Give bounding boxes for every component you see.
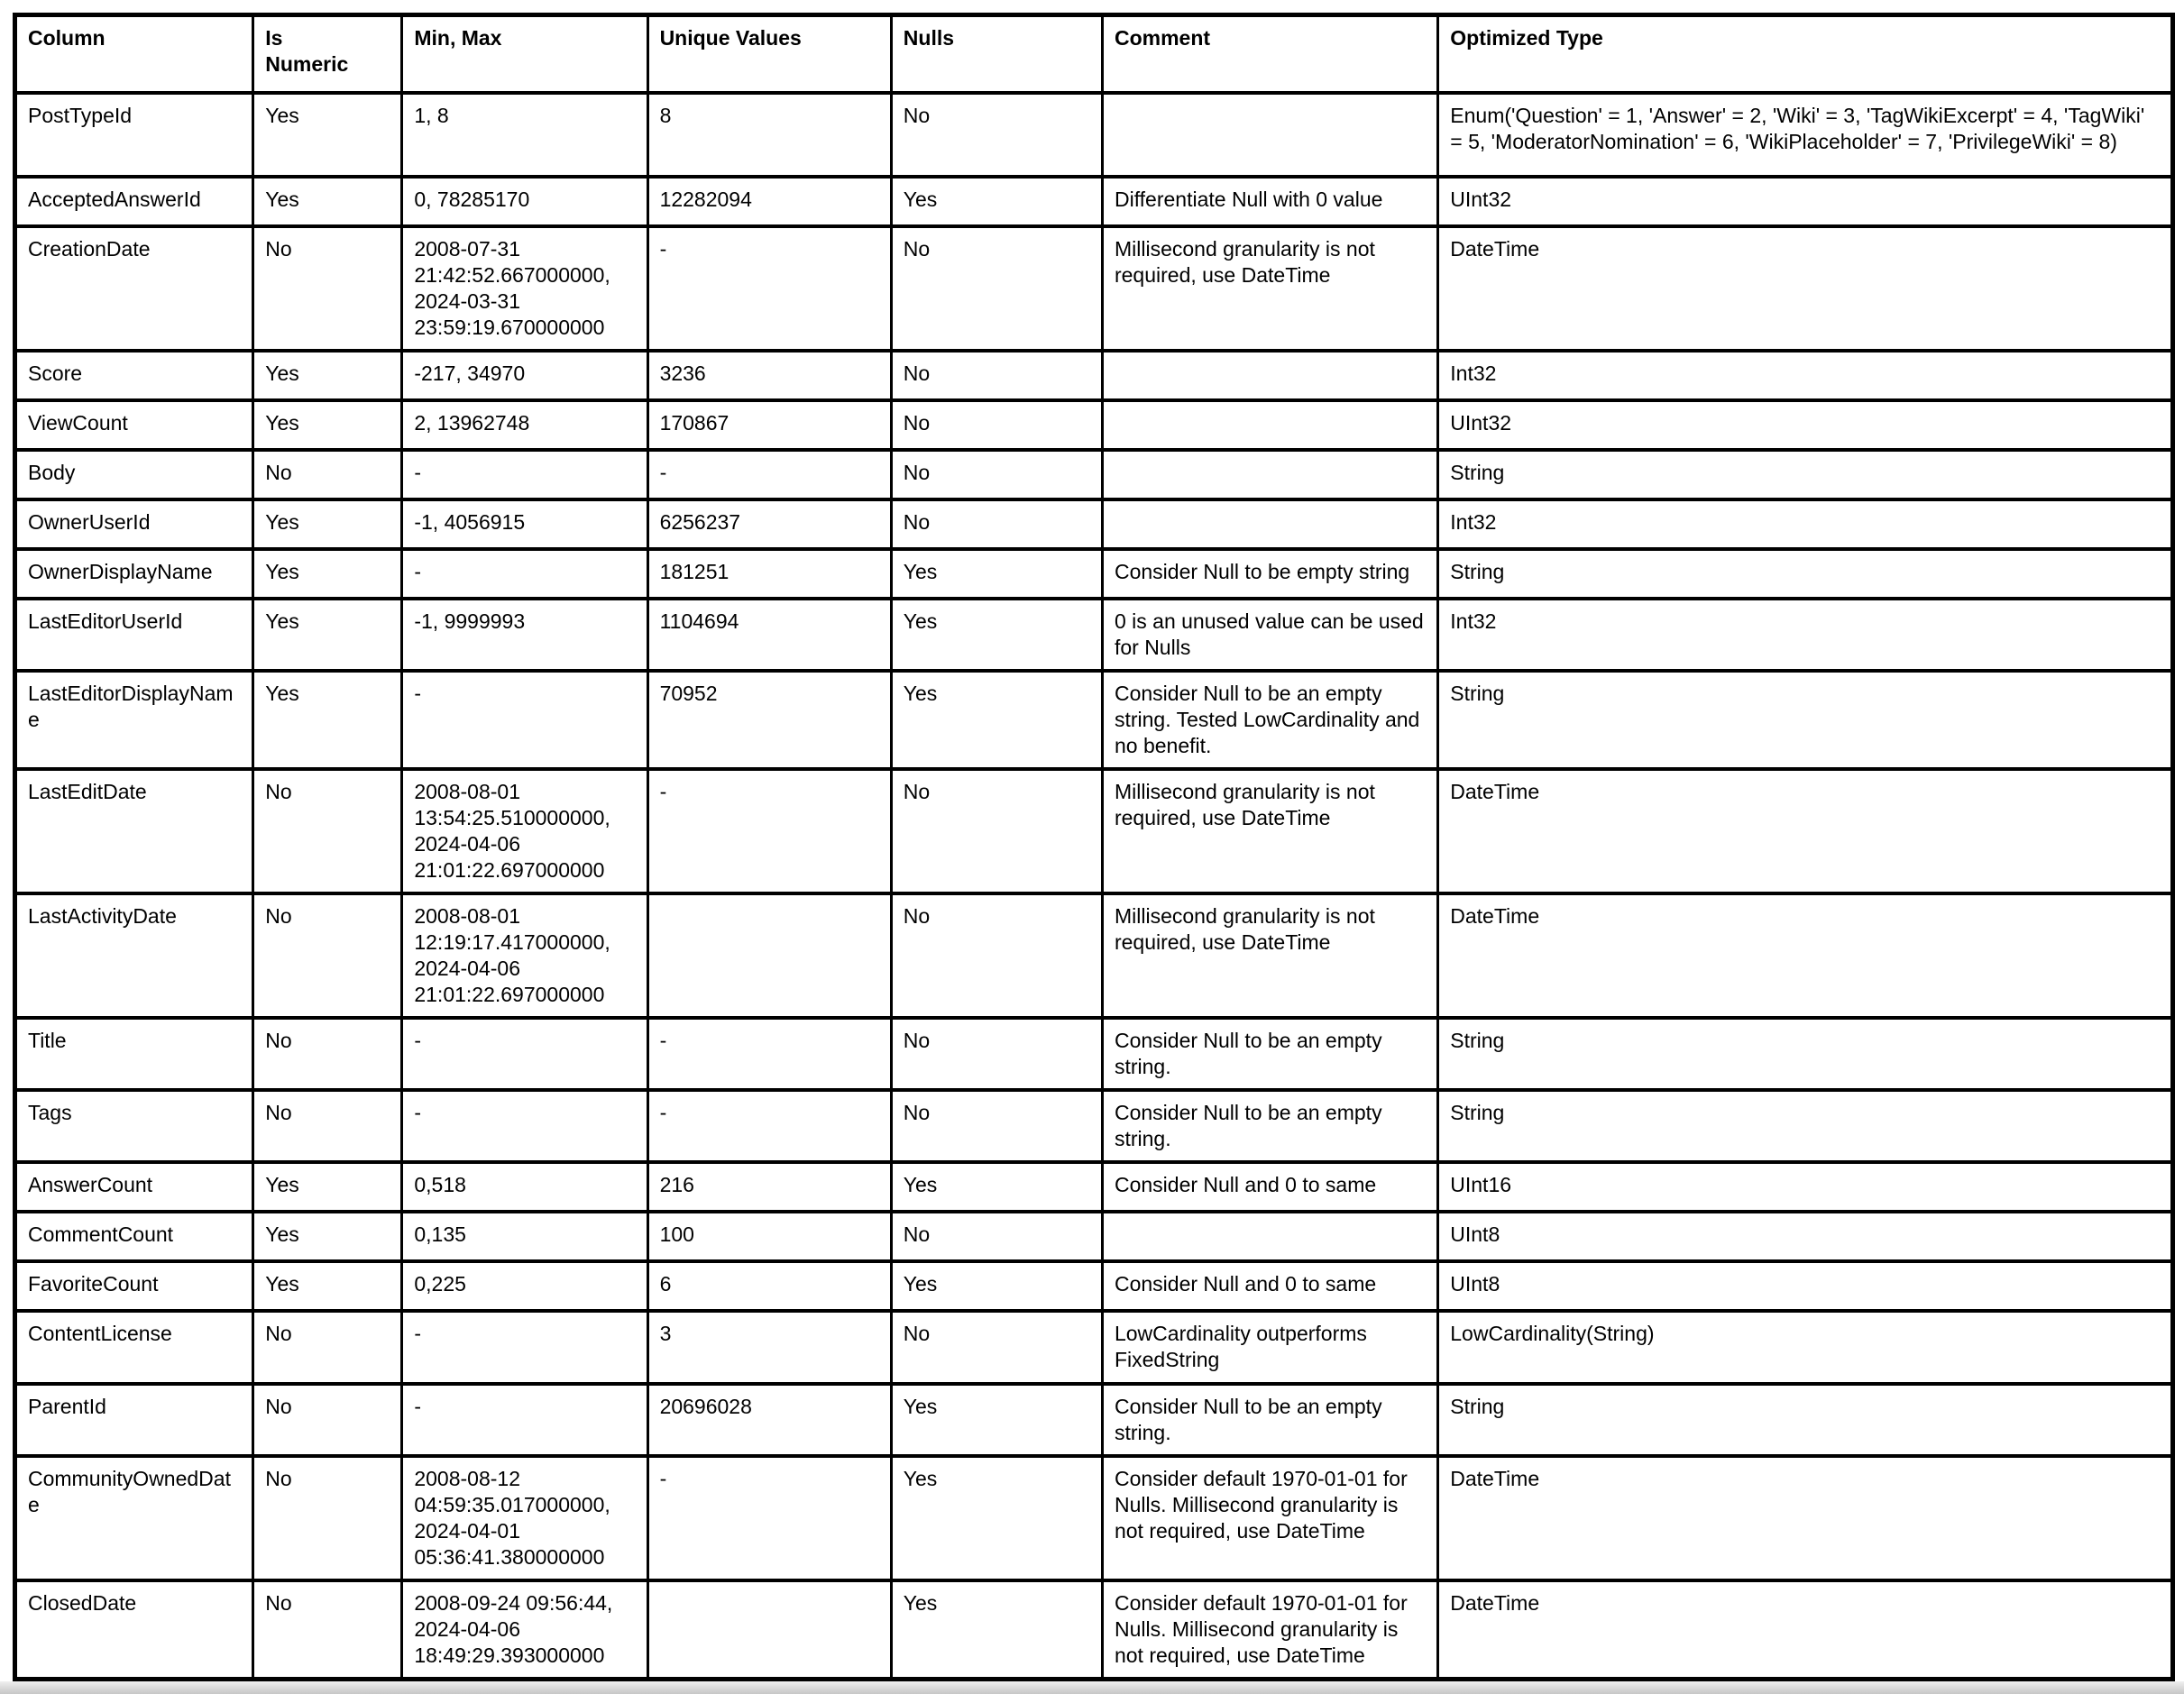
cell-unique-values: 181251 <box>647 549 891 599</box>
cell-is-numeric: No <box>253 1311 402 1384</box>
cell-is-numeric: Yes <box>253 400 402 450</box>
cell-comment <box>1102 450 1437 499</box>
cell-min-max: - <box>402 1018 647 1090</box>
cell-is-numeric: No <box>253 1456 402 1580</box>
cell-unique-values: - <box>647 1090 891 1162</box>
cell-is-numeric: Yes <box>253 1212 402 1261</box>
cell-min-max: 2008-07-31 21:42:52.667000000, 2024-03-31 23:59:19.670000000 <box>402 226 647 351</box>
document-page <box>0 13 2184 1694</box>
cell-comment <box>1102 499 1437 549</box>
cell-is-numeric: Yes <box>253 1261 402 1311</box>
col-header-nulls <box>891 15 1102 93</box>
cell-nulls: Yes <box>891 549 1102 599</box>
cell-column: LastEditorDisplayName <box>15 671 253 769</box>
cell-comment <box>1102 400 1437 450</box>
cell-min-max: 2, 13962748 <box>402 400 647 450</box>
table-row <box>15 1261 2173 1311</box>
column-optimization-table <box>13 13 2175 1681</box>
cell-unique-values: 8 <box>647 93 891 177</box>
col-header-min-max <box>402 15 647 93</box>
cell-unique-values: - <box>647 450 891 499</box>
cell-nulls: No <box>891 499 1102 549</box>
cell-unique-values: 6 <box>647 1261 891 1311</box>
cell-column: Body <box>15 450 253 499</box>
cell-unique-values: 70952 <box>647 671 891 769</box>
table-row <box>15 177 2173 226</box>
table-row <box>15 1018 2173 1090</box>
cell-column: CommunityOwnedDate <box>15 1456 253 1580</box>
col-header-is-numeric <box>253 15 402 93</box>
cell-unique-values: 170867 <box>647 400 891 450</box>
cell-comment: Consider default 1970-01-01 for Nulls. Millisecond granularity is not required, use DateTime <box>1102 1580 1437 1680</box>
cell-nulls: No <box>891 351 1102 400</box>
cell-is-numeric: Yes <box>253 351 402 400</box>
cell-comment: 0 is an unused value can be used for Nulls <box>1102 599 1437 671</box>
cell-column: PostTypeId <box>15 93 253 177</box>
cell-nulls: No <box>891 769 1102 893</box>
cell-column: ParentId <box>15 1384 253 1456</box>
cell-is-numeric: No <box>253 1580 402 1680</box>
cell-optimized-type: DateTime <box>1438 769 2173 893</box>
cell-is-numeric: No <box>253 769 402 893</box>
cell-unique-values <box>647 1580 891 1680</box>
cell-comment <box>1102 1212 1437 1261</box>
cell-optimized-type: UInt8 <box>1438 1212 2173 1261</box>
cell-optimized-type: UInt8 <box>1438 1261 2173 1311</box>
cell-optimized-type: String <box>1438 1090 2173 1162</box>
cell-comment: Consider default 1970-01-01 for Nulls. Millisecond granularity is not required, use DateTime <box>1102 1456 1437 1580</box>
cell-column: ContentLicense <box>15 1311 253 1384</box>
cell-unique-values: 3236 <box>647 351 891 400</box>
cell-min-max: - <box>402 1311 647 1384</box>
cell-optimized-type: UInt32 <box>1438 177 2173 226</box>
cell-comment: Consider Null and 0 to same <box>1102 1162 1437 1212</box>
cell-nulls: Yes <box>891 1456 1102 1580</box>
table-row <box>15 549 2173 599</box>
table-row <box>15 893 2173 1018</box>
cell-unique-values: 12282094 <box>647 177 891 226</box>
cell-is-numeric: Yes <box>253 177 402 226</box>
table-row <box>15 499 2173 549</box>
table-row <box>15 1384 2173 1456</box>
cell-comment: Millisecond granularity is not required, use DateTime <box>1102 769 1437 893</box>
cell-nulls: No <box>891 450 1102 499</box>
cell-nulls: Yes <box>891 599 1102 671</box>
cell-unique-values: 6256237 <box>647 499 891 549</box>
cell-is-numeric: No <box>253 1018 402 1090</box>
cell-column: LastEditorUserId <box>15 599 253 671</box>
cell-is-numeric: Yes <box>253 1162 402 1212</box>
cell-comment: Consider Null to be empty string <box>1102 549 1437 599</box>
table-header <box>15 15 2173 93</box>
col-header-min-max-label: Min, Max <box>414 26 502 50</box>
cell-min-max: 2008-08-01 12:19:17.417000000, 2024-04-06 21:01:22.697000000 <box>402 893 647 1018</box>
cell-unique-values: 20696028 <box>647 1384 891 1456</box>
cell-min-max: 1, 8 <box>402 93 647 177</box>
col-header-column <box>15 15 253 93</box>
table-row <box>15 450 2173 499</box>
cell-column: ClosedDate <box>15 1580 253 1680</box>
cell-unique-values: - <box>647 226 891 351</box>
cell-min-max: -1, 4056915 <box>402 499 647 549</box>
cell-comment: Consider Null to be an empty string. Tested LowCardinality and no benefit. <box>1102 671 1437 769</box>
cell-nulls: No <box>891 1018 1102 1090</box>
cell-column: Tags <box>15 1090 253 1162</box>
cell-min-max: 2008-08-12 04:59:35.017000000, 2024-04-01 05:36:41.380000000 <box>402 1456 647 1580</box>
cell-optimized-type: String <box>1438 1018 2173 1090</box>
cell-is-numeric: Yes <box>253 549 402 599</box>
cell-optimized-type: String <box>1438 1384 2173 1456</box>
cell-unique-values: 1104694 <box>647 599 891 671</box>
cell-min-max: 0,518 <box>402 1162 647 1212</box>
cell-unique-values: 3 <box>647 1311 891 1384</box>
cell-column: CreationDate <box>15 226 253 351</box>
table-row <box>15 351 2173 400</box>
cell-optimized-type: DateTime <box>1438 1580 2173 1680</box>
table-row <box>15 400 2173 450</box>
cell-column: Score <box>15 351 253 400</box>
col-header-comment-label: Comment <box>1114 26 1211 50</box>
col-header-unique-values <box>647 15 891 93</box>
cell-nulls: No <box>891 893 1102 1018</box>
cell-optimized-type: LowCardinality(String) <box>1438 1311 2173 1384</box>
cell-optimized-type: DateTime <box>1438 1456 2173 1580</box>
cell-min-max: - <box>402 1090 647 1162</box>
cell-column: ViewCount <box>15 400 253 450</box>
cell-is-numeric: No <box>253 450 402 499</box>
col-header-optimized-type-label: Optimized Type <box>1450 26 1603 50</box>
table-row <box>15 1090 2173 1162</box>
cell-min-max: 0,135 <box>402 1212 647 1261</box>
cell-is-numeric: Yes <box>253 671 402 769</box>
cell-unique-values: - <box>647 1018 891 1090</box>
table-row <box>15 671 2173 769</box>
cell-optimized-type: UInt16 <box>1438 1162 2173 1212</box>
cell-min-max: 0, 78285170 <box>402 177 647 226</box>
cell-column: OwnerDisplayName <box>15 549 253 599</box>
cell-comment: Differentiate Null with 0 value <box>1102 177 1437 226</box>
cell-comment: Millisecond granularity is not required, use DateTime <box>1102 226 1437 351</box>
cell-column: FavoriteCount <box>15 1261 253 1311</box>
cell-min-max: -1, 9999993 <box>402 599 647 671</box>
cell-nulls: No <box>891 1212 1102 1261</box>
cell-optimized-type: Int32 <box>1438 599 2173 671</box>
cell-nulls: Yes <box>891 1162 1102 1212</box>
col-header-comment <box>1102 15 1437 93</box>
cell-comment: Consider Null to be an empty string. <box>1102 1090 1437 1162</box>
cell-comment: Consider Null to be an empty string. <box>1102 1384 1437 1456</box>
cell-optimized-type: String <box>1438 671 2173 769</box>
header-row <box>15 15 2173 93</box>
cell-comment <box>1102 93 1437 177</box>
cell-column: CommentCount <box>15 1212 253 1261</box>
col-header-is-numeric-label: Is Numeric <box>265 26 349 76</box>
cell-optimized-type: Int32 <box>1438 351 2173 400</box>
cell-min-max: - <box>402 549 647 599</box>
cell-unique-values: - <box>647 1456 891 1580</box>
cell-is-numeric: No <box>253 226 402 351</box>
cell-unique-values: 100 <box>647 1212 891 1261</box>
cell-is-numeric: No <box>253 893 402 1018</box>
cell-is-numeric: No <box>253 1384 402 1456</box>
table-row <box>15 1580 2173 1680</box>
cell-column: OwnerUserId <box>15 499 253 549</box>
cell-is-numeric: Yes <box>253 499 402 549</box>
cell-min-max: 0,225 <box>402 1261 647 1311</box>
cell-column: AnswerCount <box>15 1162 253 1212</box>
cell-optimized-type: Int32 <box>1438 499 2173 549</box>
table-row <box>15 1162 2173 1212</box>
cell-is-numeric: Yes <box>253 93 402 177</box>
cell-nulls: No <box>891 1311 1102 1384</box>
cell-optimized-type: DateTime <box>1438 226 2173 351</box>
cell-nulls: Yes <box>891 177 1102 226</box>
cell-optimized-type: String <box>1438 450 2173 499</box>
col-header-nulls-label: Nulls <box>903 26 955 50</box>
cell-nulls: No <box>891 93 1102 177</box>
cell-min-max: - <box>402 671 647 769</box>
col-header-unique-values-label: Unique Values <box>659 26 802 50</box>
cell-optimized-type: UInt32 <box>1438 400 2173 450</box>
page-bottom-shadow <box>0 1681 2184 1694</box>
cell-comment: LowCardinality outperforms FixedString <box>1102 1311 1437 1384</box>
cell-unique-values <box>647 893 891 1018</box>
table-body <box>15 93 2173 1680</box>
cell-nulls: No <box>891 1090 1102 1162</box>
cell-nulls: No <box>891 400 1102 450</box>
table-row <box>15 1212 2173 1261</box>
cell-nulls: Yes <box>891 1580 1102 1680</box>
cell-min-max: - <box>402 1384 647 1456</box>
cell-optimized-type: DateTime <box>1438 893 2173 1018</box>
table-row <box>15 1456 2173 1580</box>
cell-min-max: 2008-09-24 09:56:44, 2024-04-06 18:49:29.393000000 <box>402 1580 647 1680</box>
table-row <box>15 226 2173 351</box>
cell-column: LastActivityDate <box>15 893 253 1018</box>
cell-is-numeric: Yes <box>253 599 402 671</box>
col-header-optimized-type <box>1438 15 2173 93</box>
table-row <box>15 599 2173 671</box>
cell-min-max: - <box>402 450 647 499</box>
col-header-column-label: Column <box>28 26 106 50</box>
cell-comment: Consider Null and 0 to same <box>1102 1261 1437 1311</box>
cell-is-numeric: No <box>253 1090 402 1162</box>
table-row <box>15 1311 2173 1384</box>
table-row <box>15 769 2173 893</box>
cell-column: AcceptedAnswerId <box>15 177 253 226</box>
cell-nulls: Yes <box>891 1384 1102 1456</box>
cell-column: LastEditDate <box>15 769 253 893</box>
cell-optimized-type: String <box>1438 549 2173 599</box>
cell-comment <box>1102 351 1437 400</box>
cell-column: Title <box>15 1018 253 1090</box>
cell-optimized-type: Enum('Question' = 1, 'Answer' = 2, 'Wiki' = 3, 'TagWikiExcerpt' = 4, 'TagWiki' = 5, 'ModeratorNomination' = 6, 'WikiPlaceholder' = 7, 'PrivilegeWiki' = 8) <box>1438 93 2173 177</box>
cell-comment: Consider Null to be an empty string. <box>1102 1018 1437 1090</box>
cell-nulls: No <box>891 226 1102 351</box>
cell-comment: Millisecond granularity is not required, use DateTime <box>1102 893 1437 1018</box>
cell-nulls: Yes <box>891 671 1102 769</box>
cell-min-max: 2008-08-01 13:54:25.510000000, 2024-04-06 21:01:22.697000000 <box>402 769 647 893</box>
cell-nulls: Yes <box>891 1261 1102 1311</box>
cell-unique-values: - <box>647 769 891 893</box>
cell-min-max: -217, 34970 <box>402 351 647 400</box>
table-row <box>15 93 2173 177</box>
cell-unique-values: 216 <box>647 1162 891 1212</box>
